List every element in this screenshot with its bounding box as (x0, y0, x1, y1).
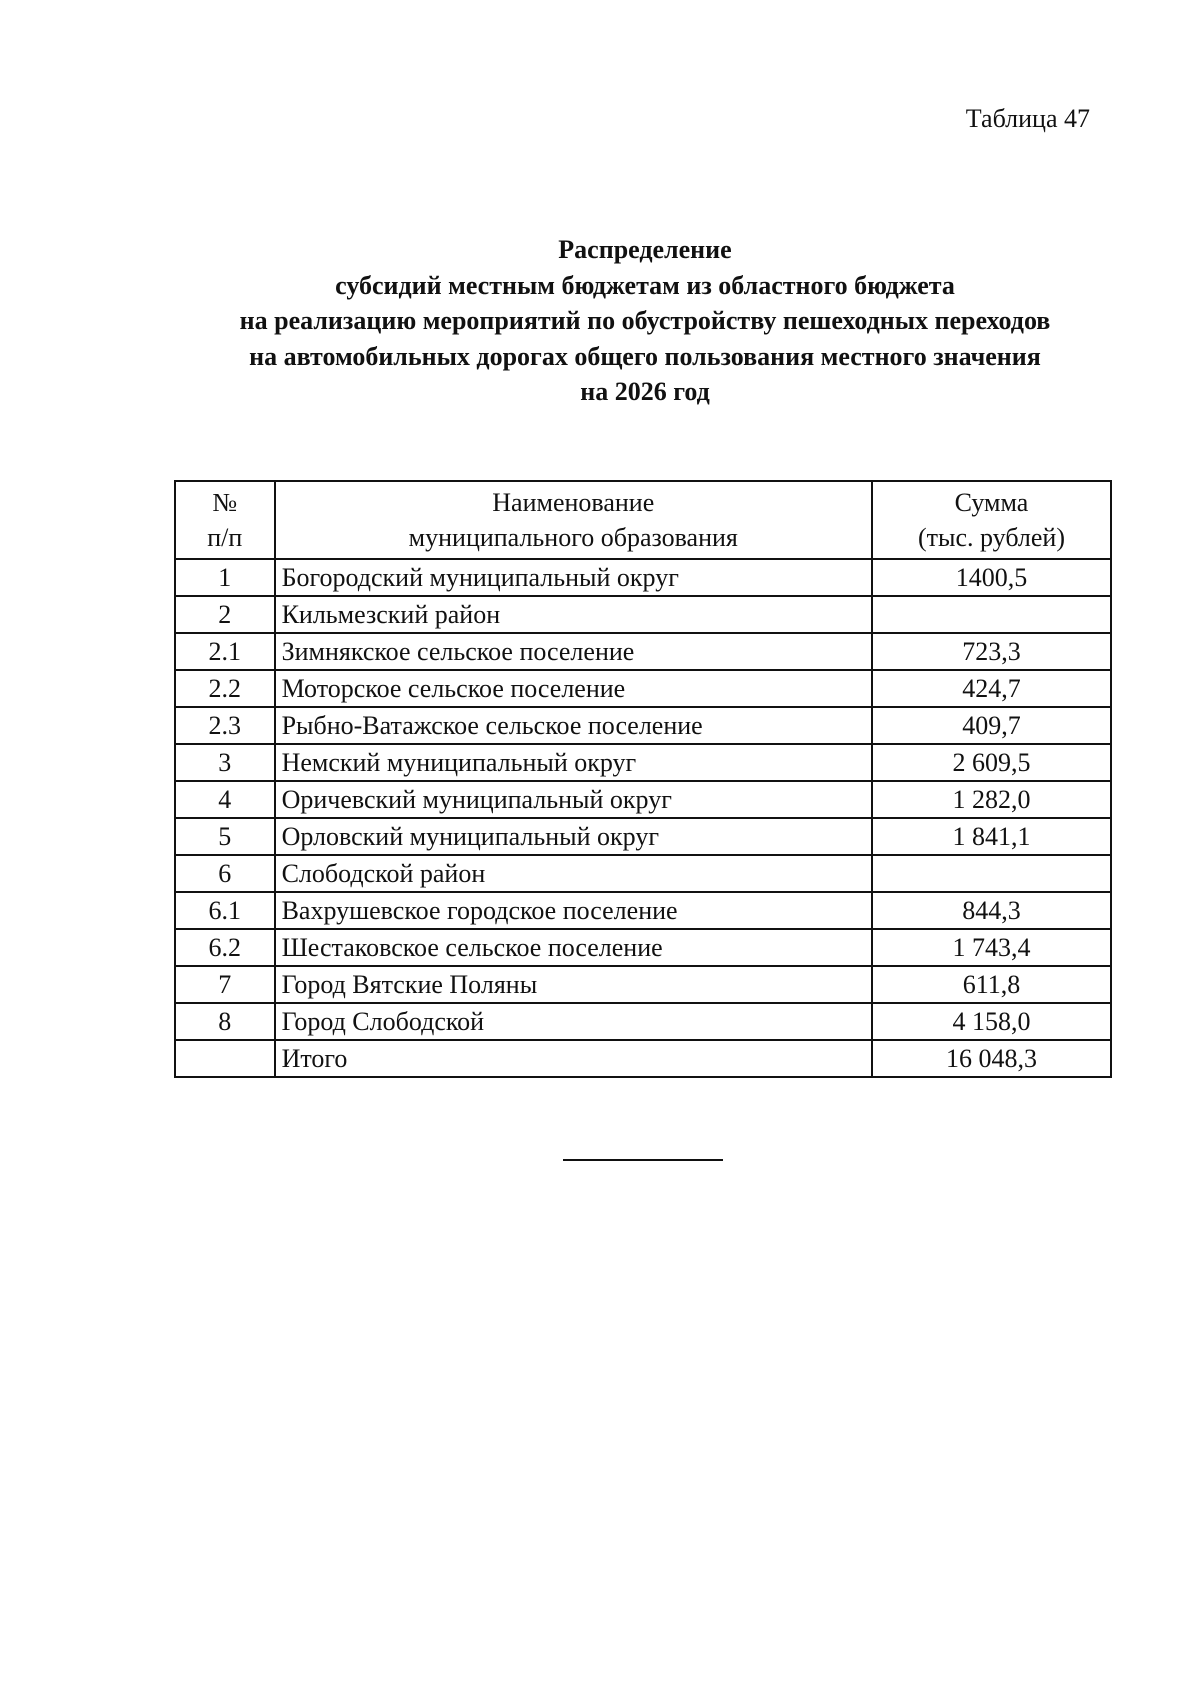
row-sum: 1 841,1 (872, 818, 1111, 855)
row-number: 2 (175, 596, 275, 633)
row-name: Кильмезский район (275, 596, 872, 633)
table-row (175, 1003, 1111, 1040)
total-sum: 16 048,3 (872, 1040, 1111, 1077)
row-sum (872, 855, 1111, 892)
title-line-2: субсидий местным бюджетам из областного бюджета (335, 270, 955, 300)
row-number: 6.1 (175, 892, 275, 929)
header-number-line-1: № (212, 488, 238, 517)
row-number: 6 (175, 855, 275, 892)
row-name: Вахрушевское городское поселение (275, 892, 872, 929)
table-number: Таблица 47 (965, 104, 1090, 133)
total-row (175, 1040, 1111, 1077)
table-row (175, 966, 1111, 1003)
row-number: 8 (175, 1003, 275, 1040)
title-line-4: на автомобильных дорогах общего пользования местного значения (249, 341, 1041, 371)
table-row (175, 707, 1111, 744)
row-number: 3 (175, 744, 275, 781)
title-line-3: на реализацию мероприятий по обустройству пешеходных переходов (239, 306, 1051, 335)
row-number: 7 (175, 966, 275, 1003)
header-name-line-1: Наименование (492, 488, 655, 517)
row-sum: 424,7 (872, 670, 1111, 707)
table-row (175, 781, 1111, 818)
table-header-row (175, 481, 1111, 559)
row-sum: 844,3 (872, 892, 1111, 929)
table-row (175, 929, 1111, 966)
table-row (175, 670, 1111, 707)
header-number-line-2: п/п (207, 523, 243, 552)
row-number: 6.2 (175, 929, 275, 966)
row-sum: 1 743,4 (872, 929, 1111, 966)
row-number: 2.1 (175, 633, 275, 670)
row-sum: 1400,5 (872, 559, 1111, 596)
row-name: Город Слободской (275, 1003, 872, 1040)
row-name: Моторское сельское поселение (275, 670, 872, 707)
row-sum: 1 282,0 (872, 781, 1111, 818)
row-number: 2.2 (175, 670, 275, 707)
header-sum-line-2: (тыс. рублей) (917, 523, 1065, 552)
header-sum-line-1: Сумма (954, 488, 1029, 517)
row-number: 5 (175, 818, 275, 855)
row-name: Рыбно-Ватажское сельское поселение (275, 707, 872, 744)
row-name: Орловский муниципальный округ (275, 818, 872, 855)
row-sum: 2 609,5 (872, 744, 1111, 781)
row-name: Немский муниципальный округ (275, 744, 872, 781)
header-number (175, 481, 275, 559)
row-sum (872, 596, 1111, 633)
table-row (175, 855, 1111, 892)
row-sum: 4 158,0 (872, 1003, 1111, 1040)
title-line-1: Распределение (558, 235, 732, 264)
row-number: 2.3 (175, 707, 275, 744)
total-label: Итого (275, 1040, 872, 1077)
row-name: Зимнякское сельское поселение (275, 633, 872, 670)
table-row (175, 744, 1111, 781)
header-name-line-2: муниципального образования (408, 523, 738, 552)
title-line-5: на 2026 год (580, 377, 710, 406)
header-sum (872, 481, 1111, 559)
header-name (275, 481, 872, 559)
row-sum: 723,3 (872, 633, 1111, 670)
row-sum: 611,8 (872, 966, 1111, 1003)
row-name: Город Вятские Поляны (275, 966, 872, 1003)
table-row (175, 559, 1111, 596)
row-name: Слободской район (275, 855, 872, 892)
table-row (175, 633, 1111, 670)
row-sum: 409,7 (872, 707, 1111, 744)
table-row (175, 596, 1111, 633)
row-name: Оричевский муниципальный округ (275, 781, 872, 818)
row-number: 4 (175, 781, 275, 818)
document-title (0, 232, 1200, 410)
subsidy-table (174, 480, 1112, 1078)
table-row (175, 892, 1111, 929)
end-of-document-rule (563, 1159, 723, 1161)
row-name: Шестаковское сельское поселение (275, 929, 872, 966)
table-row (175, 818, 1111, 855)
row-number: 1 (175, 559, 275, 596)
total-number (175, 1040, 275, 1077)
row-name: Богородский муниципальный округ (275, 559, 872, 596)
